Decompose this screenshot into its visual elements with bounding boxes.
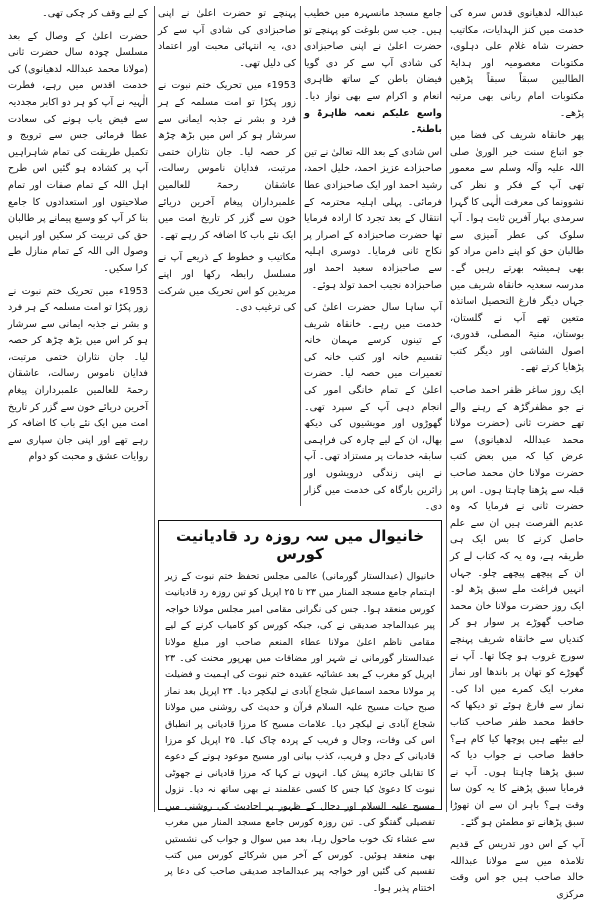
news-headline: خانیوال میں سہ روزہ رد قادیانیت کورس [175,527,425,563]
paragraph: اس شادی کے بعد اللہ تعالیٰ نے تین صاحبزادے عزیز احمد، خلیل احمد، رشید احمد اور ایک صاحبزادی عطا فرمائی۔ پہلی اہلیہ محترمہ کے انتقال کے بعد تجرد کا ارادہ فرمایا تھا حضرت صاحبزادہ کے اصرار پر نکاح ثانی فرمایا۔ دوسری اہلیہ سے صاحبزادہ سعید احمد اور صاحبزادہ نجیب احمد تولد ہوئے۔ [304,146,442,291]
paragraph: 1953ء میں تحریک ختم نبوت نے زور پکڑا تو امت مسلمہ کے ہر فرد و بشر نے جذبہ ایمانی سے سرشار ہو کر اس میں بڑھ چڑھ کر حصہ لیا۔ جان نثاران ختمی مرتبت، فدایان ناموس رسالت، عاشقان رحمۃ للعالمین علمبرداران پیغام آخرین دریائے خون سے گزر کر تاریخ امت میں ایک نئے باب کا اضافہ کر رہے تھے اور اپنی جان سپاری سے روایات عشق و محبت کو دوام [8,285,148,463]
text-column-4 [8,6,148,812]
news-box [158,520,442,894]
paragraph [304,6,442,139]
column-divider [154,6,155,812]
text-column-1 [450,6,584,900]
paragraph: 1953ء میں تحریک ختم نبوت نے زور پکڑا تو امت مسلمہ کے ہر فرد و بشر نے جذبہ ایمانی سے سرشار ہو کر اس میں بڑھ چڑھ کر حصہ لیا۔ جان نثاران ختمی مرتبت، فدایان ناموس رسالت، عاشقان رحمۃ للعالمین علمبرداران پیغام آخرین دریائے خون سے گزر کر تاریخ امت میں ایک نئے باب کا اضافہ کر رہے تھے۔ [158,80,296,241]
paragraph: آپ کے اس دور تدریس کے قدیم تلامذہ میں سے مولانا عبداللہ خالد صاحب ہیں جو اس وقت مرکزی [450,839,584,900]
paragraph: حضرت اعلیٰ کے وصال کے بعد مسلسل چودہ سال حضرت ثانی (مولانا محمد عبداللہ لدھیانوی) کی خدمت اقدس میں رہے، فطرت الٰہیہ نے آپ کو ہر دو اکابر مجددیہ سے فیض یاب ہونے کی سعادت عطا فرمائی جس سے ترویج و تکمیل طریقت کی تمام شاہراہیں آپ پر کشادہ ہو گئیں اس طرح اہل اللہ کے تمام صفات اور تمام صلاحیتوں اور استعدادوں کا جامع بنا کر آپ کو وسیع پیمانے پر طالبان حق کی تربیت کر سکیں اور انہیں وصول الی اللہ کے تمام منازل طے کرا سکیں۔ [8,30,148,274]
paragraph: پھر خانقاہ شریف کی فضا میں جو اتباع سنت خیر الوریٰ صلی اللہ علیہ وآلہ وسلم سے معمور تھی آپ کے فکر و نظر کی نشوونما کی معرفت الٰہی کا گہرا سرمدی بہار آفرین ثابت ہوا۔ آپ سلوک کی عطر آمیزی سے طالبان حق کو اپنے دامن مراد کو بھی ہمیشہ بھرتے رہیں گے۔ مدرسہ سعدیہ خانقاہ شریف میں جہاں دیگر فارغ التحصیل اساتذہ متعین تھے آپ نے گلستان، بوستان، منیۃ المصلی، قدوری، اصول الشاشی اور دیگر کتب پڑھایا کرتے تھے۔ [450,130,584,374]
news-body: خانیوال (عبدالستار گورمانی) عالمی مجلس تحفظ ختم نبوت کے زیر اہتمام جامع مسجد المنار میں ۲۳ تا ۲۵ اپریل کو تین روزہ رد قادیانیت کورس منعقد ہوا۔ جس کی نگرانی مقامی امیر مجلس مولانا خواجہ پیر عبدالماجد صدیقی نے کی، جبکہ کورس کو کامیاب کرنے کے لیے مقامی ناظم اعلیٰ مولانا عطاء المنعم صاحب اور مبلغ مولانا عبدالستار گورمانی نے شہر اور مضافات میں بھرپور محنت کی۔ ۲۳ اپریل کو مغرب کے بعد عشائیہ عقیدہ ختم نبوت کی اہمیت و فضیلت پر مولانا محمد اسماعیل شجاع آبادی نے لیکچر دیا۔ ۲۴ اپریل بعد نماز صبح حیات مسیح علیہ السلام قرآن و حدیث کی روشنی میں مولانا شجاع آبادی نے لیکچر دیا۔ علامات مسیح کا مرزا قادیانی پر انطباق اس کی وفات، وجال و فریب کے پردہ چاک کیا۔ ۲۵ اپریل کو مرزا قادیانی کے دجل و فریب، کذب بیانی اور مسیح موعود ہونے کے دعوے کا تقابلی جائزہ پیش کیا۔ انہوں نے کہا کہ مرزا قادیانی نے جھوٹی نبوت کا دعویٰ کیا جس کا کسی عقلمند نے بھی ساتھ نہ دیا۔ نزول مسیح علیہ السلام اور دجال کے ظہور پر احادیث کی روشنی میں تفصیلی گفتگو کی۔ تین روزہ کورس جامع مسجد المنار میں مغرب سے عشاء تک خوب ماحول رہا، بعد میں سوال و جواب کی نشستیں بھی منعقد ہوئیں۔ کورس کے آخر میں شرکائے کورس میں کتب تقسیم کی گئیں اور خواجہ پیر عبدالماجد صدیقی صاحب کی دعا پر اختتام پذیر ہوا۔ [165,571,436,894]
column-divider [446,6,447,812]
paragraph-text: جامع مسجد مانسہرہ میں خطیب ہیں۔ جب سن بلوغت کو پہنچے تو حضرت اعلیٰ نے اپنی صاحبزادی کی شادی آپ سے کر دی گویا فیضان باطن کے ساتھ ظاہری انعام و اکرام سے بھی نواز دیا۔ [304,8,442,102]
text-column-3 [158,6,296,514]
text-column-2 [304,6,442,514]
paragraph: عبداللہ لدھیانوی قدس سرہ کی خدمت میں کنز الہدایات، مکاتیب حضرت شاہ غلام علی دہلوی، مکتوبات معصومیہ اور ہدایۃ الطالبین سبقاً سبقاً پڑھیں مکتوبات امام ربانی بھی مرتبہ پڑھے۔ [450,8,584,119]
paragraph: ایک روز ساغر ظفر احمد صاحب نے جو مظفرگڑھ کے رہنے والے تھے حضرت ثانی (حضرت مولانا محمد عبداللہ لدھیانوی) سے عرض کیا کہ میں بعض کتب حضرت مولانا خان محمد صاحب قبلہ سے پڑھنا چاہتا ہوں۔ اس پر حضرت ثانی نے فرمایا کہ وہ عدیم الفرصت ہیں ان سے علم حاصل کرنے کا بس ایک ہی طریقہ ہے، وہ یہ کہ کتاب لے کر ان کے پیچھے پیچھے چلو۔ جہاں انہیں فراغت ملے سبق پڑھ لو۔ ایک روز حضرت مولانا خان محمد صاحب گھوڑے پر سوار ہو کر کندیاں سے خانقاہ شریف پہنچے سورج غروب ہو چکا تھا۔ آپ نے گھوڑے کو تھان پر باندھا اور نماز مغرب ایک کمرے میں ادا کی۔ نماز سے فارغ ہوئے تو دیکھا کہ حافظ محمد ظفر صاحب کتاب لیے بیٹھے ہیں پوچھا کیا کام ہے؟ حافظ صاحب نے جواب دیا کہ سبق پڑھنا چاہتا ہوں۔ آپ نے فرمایا سبق پڑھنے کا یہ کون سا وقت ہے؟ باہر ان سے ان تھوڑا سبق پڑھانے تو مطمئن ہو گئے۔ [450,385,584,828]
paragraph: کے لیے وقف کر چکی تھی۔ [42,8,148,19]
paragraph: مکاتیب و خطوط کے ذریعے آپ نے مسلسل رابطہ رکھا اور اپنے مریدین کو اس تحریک میں شرکت کی ترغیب دی۔ [158,252,296,314]
column-divider [300,6,301,506]
quran-quote: واسع علیکم نعمہ ظاہرۃ و باطنۃ۔ [304,107,442,136]
paragraph: پہنچے تو حضرت اعلیٰ نے اپنی صاحبزادی کی شادی آپ سے کر دی، یہ انتہائی محبت اور اعتماد کی دلیل تھی۔ [158,8,296,69]
paragraph: آپ ساہا سال حضرت اعلیٰ کی خدمت میں رہے۔ خانقاہ شریف کے تینوں کرسے مہمان خانہ تقسیم خانہ اور کتب خانہ کی تعمیرات میں حصہ لیا۔ حضرت اعلیٰ کے تمام خانگی امور کی انجام دہی آپ کے سپرد تھی۔ گھوڑوں اور مویشیوں کی دیکھ بھال، ان کے لیے چارہ کی فراہمی سابقہ خدمات پر مستزاد تھی۔ آپ نے اپنی زندگی درویشوں اور زائرین بارگاہ کی خدمت میں گزار دی۔ [304,302,442,513]
